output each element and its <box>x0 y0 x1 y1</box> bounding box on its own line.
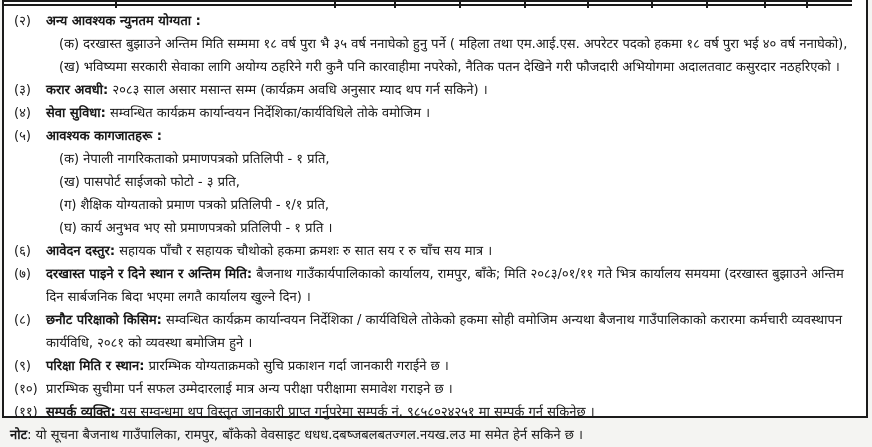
subitem-letter: (ख) <box>59 175 80 190</box>
item-number: (२) <box>14 14 31 29</box>
item-label: छनौट परिक्षाको किसिम: <box>46 313 162 328</box>
item-label: आवेदन दस्तुर: <box>46 244 116 259</box>
item-label: सम्पर्क व्यक्ति: <box>46 405 116 420</box>
list-item <box>10 355 860 378</box>
notice-document-frame <box>2 0 868 443</box>
item-number: (९) <box>14 359 31 374</box>
item-text: प्रारम्भिक सुचीमा पर्न सफल उम्मेदारलाई मात्र अन्य परीक्षा परीक्षामा समावेश गराइने छ । <box>46 382 453 397</box>
subitem-letter: (क) <box>59 37 80 52</box>
subitem-text: पासपोर्ट साईजको फोटो - ३ प्रति, <box>83 175 240 190</box>
item-text: यस सम्वन्धमा थप विस्तृत जानकारी प्राप्त गर्नुपरेमा सम्पर्क नं. ९८५८०२४२५१ मा सम्पर्क गर्न सकिनेछ । <box>119 405 595 420</box>
subitem-text: दरखास्त बुझाउने अन्तिम मिति सम्ममा १८ वर्ष पुरा भै ३५ वर्ष ननाघेको हुनु पर्ने ( महिला तथा एम.आई.एस. अपरेटर पदको हकमा १८ वर्ष पुरा भई ४० वर्ष ननाघेको), <box>83 37 848 52</box>
item-number: (११) <box>14 405 38 420</box>
list-subitem <box>10 33 860 56</box>
list-subitem <box>10 56 860 79</box>
item-number: (४) <box>14 106 31 121</box>
subitem-text: शैक्षिक योग्यताको प्रमाण पत्रको प्रतिलिपी - १/१ प्रति, <box>80 198 329 213</box>
item-label: करार अवधी: <box>46 83 109 98</box>
subitem-letter: (ग) <box>59 198 77 213</box>
subitem-letter: (घ) <box>59 221 77 236</box>
item-text: प्रारम्भिक योग्यताक्रमको सुचि प्रकाशन गर्दा जानकारी गराईने छ । <box>148 359 449 374</box>
list-item <box>10 309 860 355</box>
list-item <box>10 378 860 401</box>
item-number: (८) <box>14 313 31 328</box>
list-item <box>10 10 860 33</box>
list-subitem <box>10 171 860 194</box>
note-text: : यो सूचना बैजनाथ गाउँपालिका, रामपुर, बाँकेको वेवसाइट धधध.दबष्जबलबतज्गल.नयख.लउ मा समेत हेर्न सकिने छ । <box>27 428 583 443</box>
item-number: (१०) <box>14 382 38 397</box>
subitem-text: कार्य अनुभव भए सो प्रमाणपत्रको प्रतिलिपी - १ प्रति । <box>80 221 333 236</box>
subitem-text: नेपाली नागरिकताको प्रमाणपत्रको प्रतिलिपी - १ प्रति, <box>83 152 330 167</box>
item-text: बैजनाथ गाउँकार्यपालिकाको कार्यालय, रामपुर, बाँके; मिति २०८३/०१/११ गते भित्र कार्यालय समयमा (दरखास्त बुझाउने अन्तिम दिन सार्बजनिक बिदा भएमा लगतै कार्यालय खुल्ने दिन) । <box>46 267 844 305</box>
note-label: नोट <box>10 428 28 443</box>
subitem-letter: (क) <box>59 152 80 167</box>
item-label: परिक्षा मिति र स्थान: <box>46 359 145 374</box>
item-text: सम्वन्धित कार्यक्रम कार्यान्वयन निर्देशिका/कार्यविधिले तोके वमोजिम । <box>110 106 431 121</box>
item-number: (३) <box>14 83 31 98</box>
list-item <box>10 263 860 309</box>
item-label: अन्य आवश्यक न्युनतम योग्यता : <box>46 14 201 29</box>
cropped-table-bottom-border <box>4 0 852 6</box>
list-item <box>10 240 860 263</box>
subitem-text: भविष्यमा सरकारी सेवाका लागि अयोग्य ठहरिने गरी कुनै पनि कारवाहीमा नपरेको, नैतिक पतन देखिने गरी फौजदारी अभियोगमा अदालतवाट कसुरदार नठहरिएको । <box>83 60 840 75</box>
list-item <box>10 401 860 424</box>
list-subitem <box>10 217 860 240</box>
note-line <box>10 424 860 447</box>
item-text: सहायक पाँचौ र सहायक चौथोको हकमा क्रमशः रु सात सय र रु चाँच सय मात्र । <box>119 244 493 259</box>
subitem-letter: (ख) <box>59 60 80 75</box>
item-number: (६) <box>14 244 31 259</box>
item-text: सम्वन्धित कार्यक्रम कार्यान्वयन निर्देशिका / कार्यविधिले तोकेको हकमा सोही वमोजिम अन्यथा बैजनाथ गाउँपालिकाको करारमा कर्मचारी व्यवस्थापन कार्यविधि, २०८१ को व्यवस्था बमोजिम हुने । <box>46 313 843 351</box>
item-text: २०८३ साल असार मसान्त सम्म (कार्यक्रम अवधि अनुसार म्याद थप गर्न सकिने) । <box>112 83 488 98</box>
notice-body <box>4 8 870 447</box>
list-subitem <box>10 194 860 217</box>
item-label: दरखास्त पाइने र दिने स्थान र अन्तिम मिति: <box>46 267 253 282</box>
item-label: आवश्यक कागजातहरू : <box>46 129 162 144</box>
item-number: (७) <box>14 267 31 282</box>
list-item <box>10 79 860 102</box>
item-label: सेवा सुविधा: <box>46 106 106 121</box>
list-item <box>10 125 860 148</box>
list-subitem <box>10 148 860 171</box>
item-number: (५) <box>14 129 31 144</box>
list-item <box>10 102 860 125</box>
